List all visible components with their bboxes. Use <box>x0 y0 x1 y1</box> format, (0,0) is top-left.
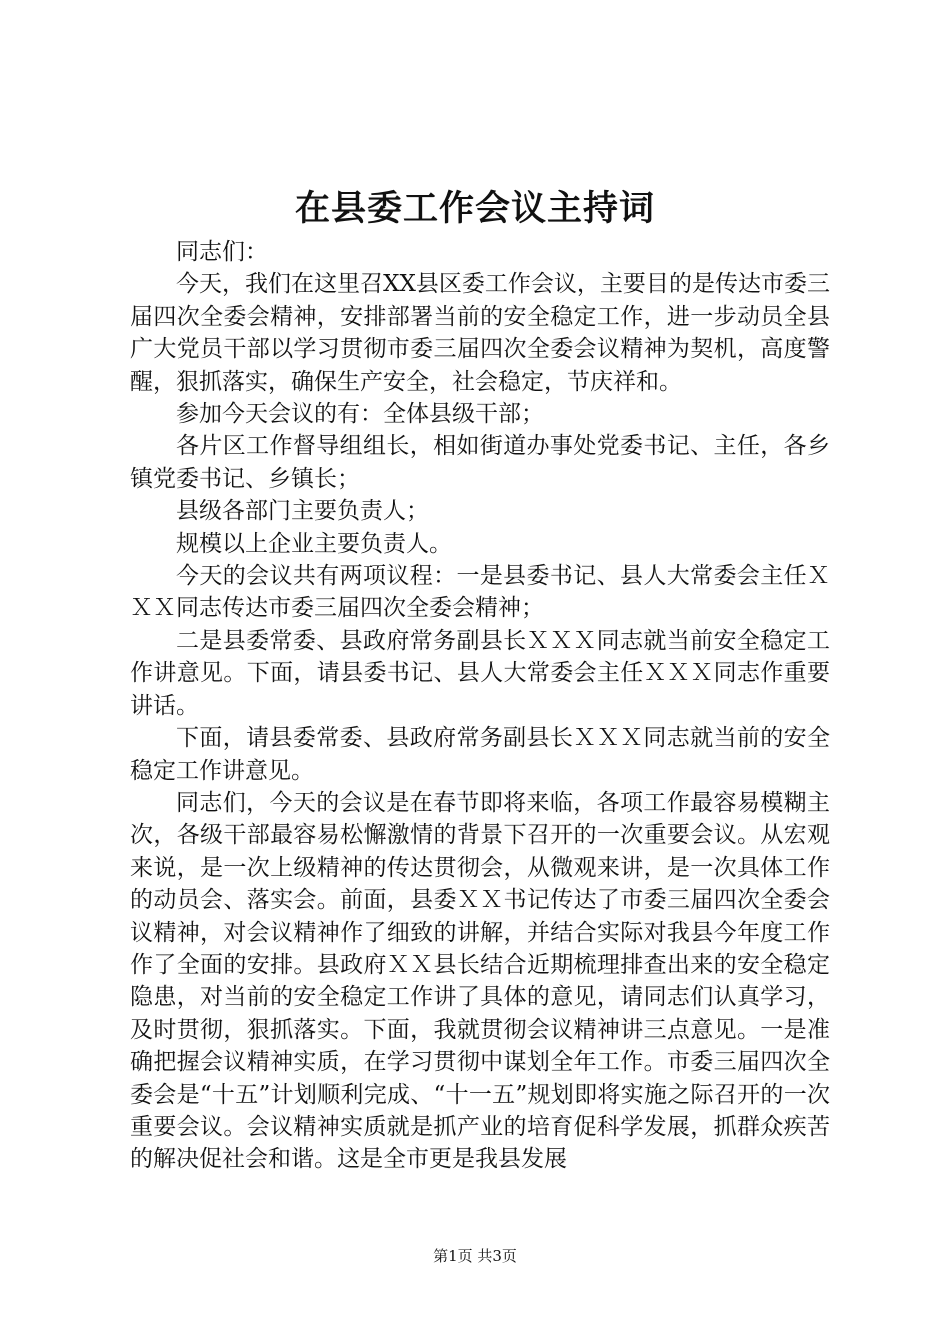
paragraph-agenda-one: 今天的会议共有两项议程：一是县委书记、县人大常委会主任ＸＸＸ同志传达市委三届四次全委会精神； <box>130 563 830 622</box>
page-number: 第1页 共3页 <box>433 1247 517 1265</box>
paragraph-summary: 同志们，今天的会议是在春节即将来临，各项工作最容易模糊主次，各级干部最容易松懈激情的背景下召开的一次重要会议。从宏观来说，是一次上级精神的传达贯彻会，从微观来讲，是一次具体工作的动员会、落实会。前面，县委ＸＸ书记传达了市委三届四次全委会议精神，对会议精神作了细致的讲解，并结合实际对我县今年度工作作了全面的安排。县政府ＸＸ县长结合近期梳理排查出来的安全稳定隐患，对当前的安全稳定工作讲了具体的意见，请同志们认真学习，及时贯彻，狠抓落实。下面，我就贯彻会议精神讲三点意见。一是准确把握会议精神实质，在学习贯彻中谋划全年工作。市委三届四次全委会是“十五”计划顺利完成、“十一五”规划即将实施之际召开的一次重要会议。会议精神实质就是抓产业的培育促科学发展，抓群众疾苦的解决促社会和谐。这是全市更是我县发展 <box>130 789 830 1173</box>
paragraph-next-speaker: 下面，请县委常委、县政府常务副县长ＸＸＸ同志就当前的安全稳定工作讲意见。 <box>130 725 830 784</box>
paragraph-attendees: 参加今天会议的有：全体县级干部； <box>176 401 544 428</box>
paragraph-purpose: 今天，我们在这里召XX县区委工作会议，主要目的是传达市委三届四次全委会精神，安排部署当前的安全稳定工作，进一步动员全县广大党员干部以学习贯彻市委三届四次全委会议精神为契机，高度警醒，狠抓落实，确保生产安全，社会稳定，节庆祥和。 <box>130 271 830 395</box>
paragraph-attendees-groups: 各片区工作督导组组长，相如街道办事处党委书记、主任，各乡镇党委书记、乡镇长； <box>130 433 830 492</box>
paragraph-attendees-departments: 县级各部门主要负责人； <box>176 498 429 525</box>
document-title: 在县委工作会议主持词 <box>294 188 655 229</box>
paragraph-agenda-two: 二是县委常委、县政府常务副县长ＸＸＸ同志就当前安全稳定工作讲意见。下面，请县委书记、县人大常委会主任ＸＸＸ同志作重要讲话。 <box>130 627 830 719</box>
paragraph-attendees-enterprises: 规模以上企业主要负责人。 <box>176 530 452 557</box>
paragraph-salutation: 同志们： <box>176 239 268 265</box>
document-body <box>130 236 830 1176</box>
